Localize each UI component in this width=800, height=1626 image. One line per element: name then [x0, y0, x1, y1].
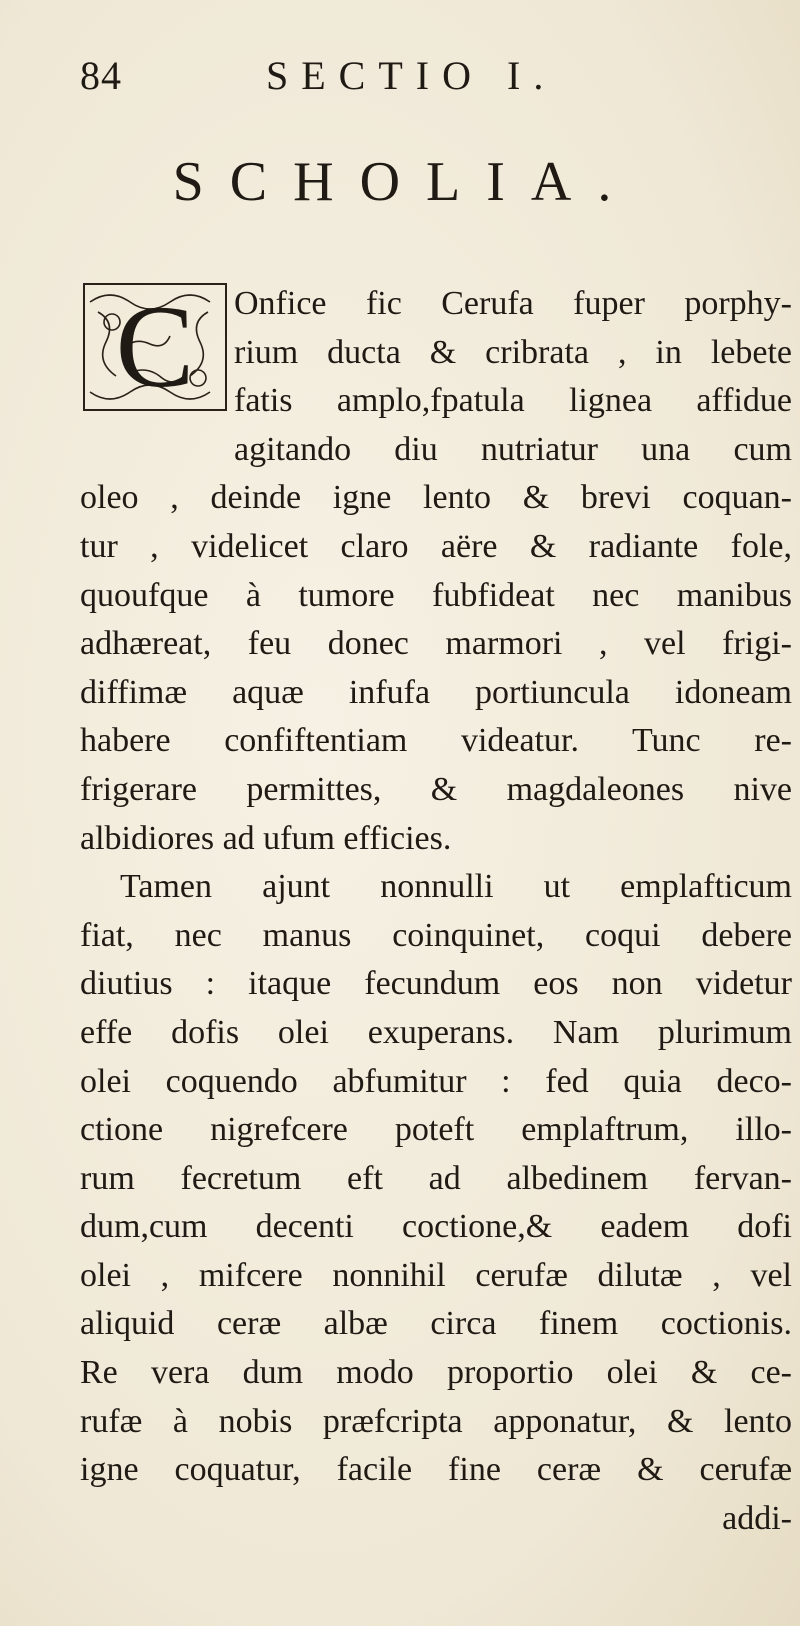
- page-title: SCHOLIA.: [172, 151, 638, 213]
- text-line: quoufque à tumore fubfideat nec manibus: [80, 576, 792, 614]
- dropcap-glyph: C: [115, 282, 195, 412]
- text-line: habere confiftentiam videatur. Tunc re-: [80, 722, 792, 760]
- text-line: olei coquendo abfumitur : fed quia deco-: [80, 1062, 792, 1100]
- text-line: Tamen ajunt nonnulli ut emplafticum: [120, 868, 792, 906]
- text-line: frigerare permittes, & magdaleones nive: [80, 770, 792, 808]
- text-line: fatis amplo,fpatula lignea affidue: [234, 382, 792, 420]
- text-line: oleo , deinde igne lento & brevi coquan-: [80, 479, 792, 517]
- text-line: olei , mifcere nonnihil cerufæ dilutæ , vel: [80, 1256, 792, 1294]
- text-line: fiat, nec manus coinquinet, coqui debere: [80, 916, 792, 954]
- text-line: adhæreat, feu donec marmori , vel frigi-: [80, 625, 792, 663]
- text-line: tur , videlicet claro aëre & radiante fole,: [80, 527, 792, 565]
- body-text: [80, 280, 792, 1543]
- text-line: rium ducta & cribrata , in lebete: [234, 333, 792, 371]
- section-heading: SECTIO I.: [266, 53, 557, 98]
- text-line: dum,cum decenti coctione,& eadem dofi: [80, 1208, 792, 1246]
- text-line: igne coquatur, facile fine ceræ & cerufæ: [80, 1451, 792, 1489]
- text-line: agitando diu nutriatur una cum: [234, 430, 792, 468]
- text-line: rum fecretum eft ad albedinem fervan-: [80, 1159, 792, 1197]
- text-line: ctione nigrefcere poteft emplaftrum, illo-: [80, 1111, 792, 1149]
- text-line: albidiores ad ufum efficies.: [80, 819, 452, 857]
- text-line: Re vera dum modo proportio olei & ce-: [80, 1354, 792, 1392]
- catchword: addi-: [722, 1499, 792, 1537]
- text-line: diffimæ aquæ infufa portiuncula idoneam: [80, 673, 792, 711]
- text-line: aliquid ceræ albæ circa finem coctionis.: [80, 1305, 792, 1343]
- text-line: effe dofis olei exuperans. Nam plurimum: [80, 1013, 792, 1051]
- page-number: 84: [80, 53, 122, 98]
- running-head: [80, 52, 770, 112]
- text-line: rufæ à nobis præfcripta apponatur, & lento: [80, 1402, 792, 1440]
- text-line: diutius : itaque fecundum eos non videtur: [80, 965, 792, 1003]
- text-line: Onfice fic Cerufa fuper porphy-: [234, 285, 792, 322]
